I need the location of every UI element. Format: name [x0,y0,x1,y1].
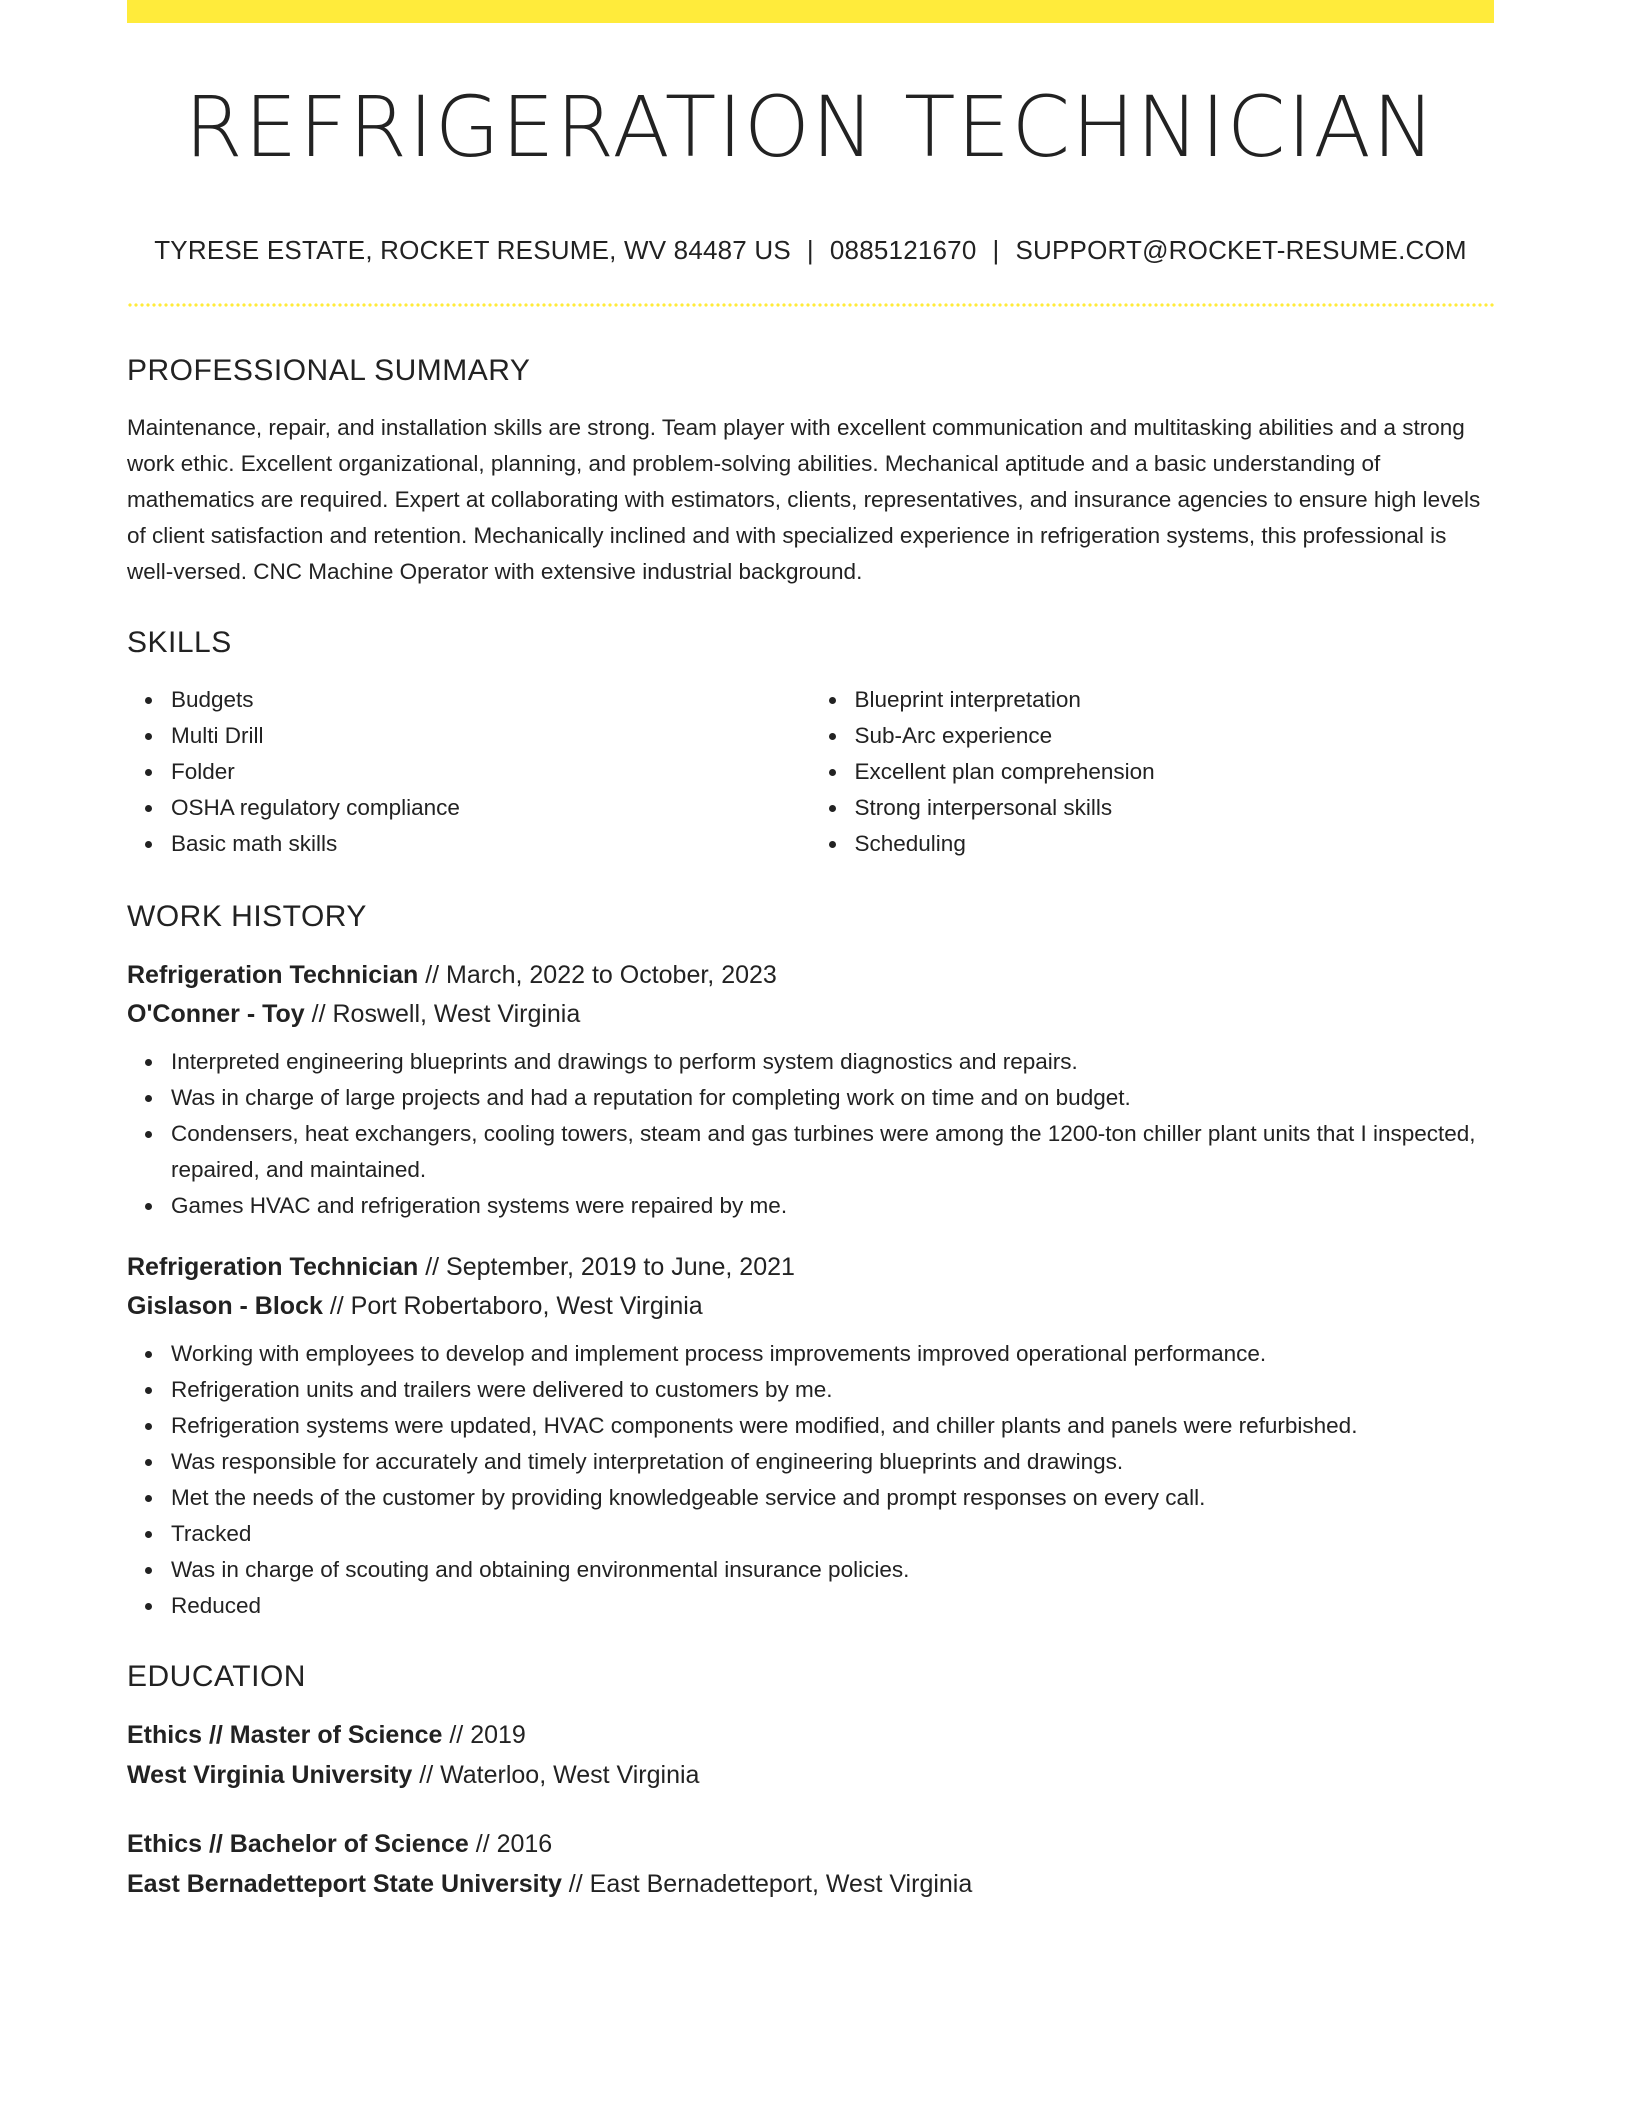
degree-year: // 2019 [442,1721,526,1749]
list-item: Multi Drill [171,718,811,754]
resume-page [127,0,1494,1897]
job-location: // Roswell, West Virginia [304,1000,581,1028]
list-item: Scheduling [855,826,1495,862]
job-bullets [127,1336,1494,1624]
page-title: REFRIGERATION TECHNICIAN [184,78,1437,176]
dotted-divider [127,303,1494,307]
job-entry [127,1255,1494,1624]
list-item: Was in charge of large projects and had a reputation for completing work on time and on budget. [171,1080,1494,1116]
job-dates: // March, 2022 to October, 2023 [418,961,777,989]
list-item: Excellent plan comprehension [855,754,1495,790]
list-item: Strong interpersonal skills [855,790,1495,826]
list-item: Games HVAC and refrigeration systems were repaired by me. [171,1188,1494,1224]
education-entry [127,1832,1494,1897]
degree-line [127,1723,1494,1748]
degree-year: // 2016 [468,1830,553,1858]
list-item: Folder [171,754,811,790]
school-line [127,1763,1494,1788]
degree-name: Ethics // Bachelor of Science [127,1830,469,1858]
education-entry [127,1723,1494,1788]
job-company-line [127,1294,1494,1319]
summary-heading: PROFESSIONAL SUMMARY [127,354,531,387]
list-item: Met the needs of the customer by providing knowledgeable service and prompt responses on every call. [171,1480,1494,1516]
job-role: Refrigeration Technician [127,1253,419,1281]
job-title-line [127,1255,1494,1280]
top-accent-bar [127,0,1494,23]
list-item: Was responsible for accurately and timely interpretation of engineering blueprints and drawings. [171,1444,1494,1480]
degree-name: Ethics // Master of Science [127,1721,443,1749]
school-line [127,1872,1494,1897]
list-item: Basic math skills [171,826,811,862]
skills-section [127,628,1494,862]
contact-email[interactable]: SUPPORT@ROCKET-RESUME.COM [1015,235,1467,265]
skills-grid [127,682,1494,862]
summary-section [127,356,1494,590]
list-item: Sub-Arc experience [855,718,1495,754]
contact-phone: 0885121670 [829,235,977,265]
job-role: Refrigeration Technician [127,961,419,989]
job-bullets [127,1044,1494,1224]
job-company: O'Conner - Toy [127,1000,305,1028]
list-item: Condensers, heat exchangers, cooling towers, steam and gas turbines were among the 1200-ton chiller plant units that I inspected, repaired, and maintained. [171,1116,1494,1188]
list-item: Working with employees to develop and implement process improvements improved operational performance. [171,1336,1494,1372]
job-entry [127,963,1494,1224]
list-item: Refrigeration units and trailers were delivered to customers by me. [171,1372,1494,1408]
degree-line [127,1832,1494,1857]
skills-list-left [127,682,811,862]
school-location: // Waterloo, West Virginia [412,1761,700,1789]
school-location: // East Bernadetteport, West Virginia [561,1870,973,1898]
contact-separator: | [806,235,814,265]
work-section [127,902,1494,1624]
job-company-line [127,1002,1494,1027]
list-item: Refrigeration systems were updated, HVAC components were modified, and chiller plants and panels were refurbished. [171,1408,1494,1444]
contact-line [127,237,1494,263]
skills-list-right [811,682,1495,862]
job-company: Gislason - Block [127,1292,323,1320]
contact-separator: | [992,235,1000,265]
list-item: Blueprint interpretation [855,682,1495,718]
summary-text: Maintenance, repair, and installation skills are strong. Team player with excellent communication and multitasking abilities and a strong work ethic. Excellent organizational, planning, and problem-solving abilities. Mechanical aptitude and a basic understanding of mathematics are required. Expert at collaborating with estimators, clients, representatives, and insurance agencies to ensure high levels of client satisfaction and retention. Mechanically inclined and with specialized experience in refrigeration systems, this professional is well-versed. CNC Machine Operator with extensive industrial background. [127,415,1481,584]
contact-address: TYRESE ESTATE, ROCKET RESUME, WV 84487 US [154,235,791,265]
skills-heading: SKILLS [127,626,232,659]
education-heading: EDUCATION [127,1660,306,1693]
work-heading: WORK HISTORY [127,900,367,933]
list-item: Tracked [171,1516,1494,1552]
job-dates: // September, 2019 to June, 2021 [418,1253,795,1281]
school-name: West Virginia University [127,1761,413,1789]
list-item: OSHA regulatory compliance [171,790,811,826]
education-section [127,1662,1494,1897]
list-item: Reduced [171,1588,1494,1624]
school-name: East Bernadetteport State University [127,1870,562,1898]
job-title-line [127,963,1494,988]
list-item: Budgets [171,682,811,718]
job-location: // Port Robertaboro, West Virginia [322,1292,703,1320]
list-item: Was in charge of scouting and obtaining environmental insurance policies. [171,1552,1494,1588]
list-item: Interpreted engineering blueprints and drawings to perform system diagnostics and repairs. [171,1044,1494,1080]
